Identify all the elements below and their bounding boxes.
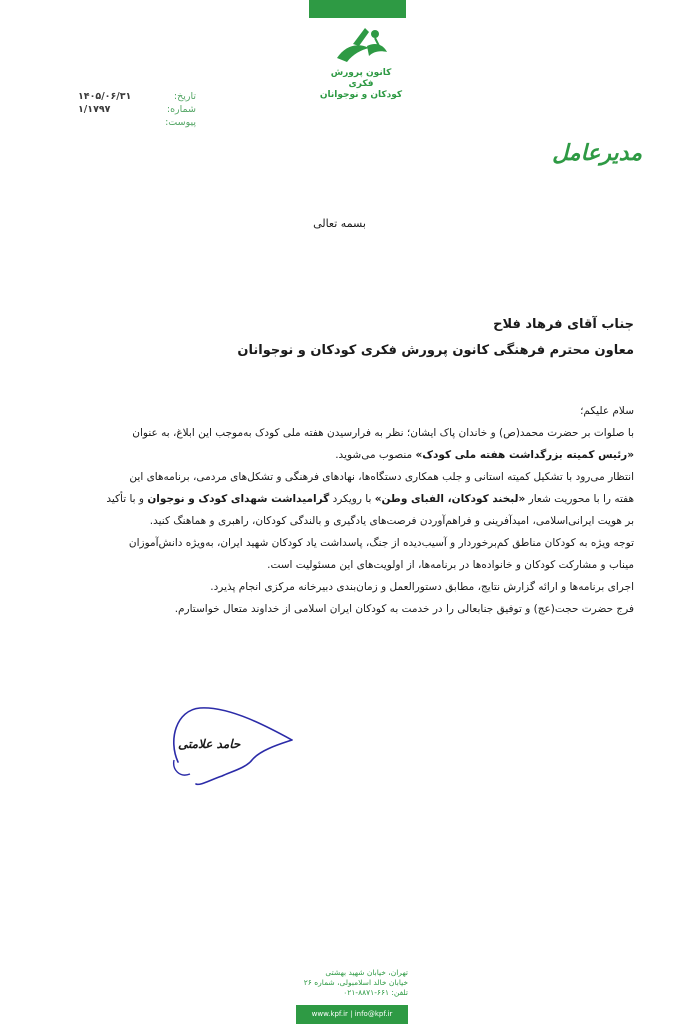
org-name-line2: کودکان و نوجوانان xyxy=(319,90,403,100)
slogan: «لبخند کودکان، الفبای وطن» xyxy=(374,493,526,505)
recipient-name: جناب آقای فرهاد فلاح xyxy=(493,317,634,332)
number-value: ۱/۱۷۹۷ xyxy=(78,104,111,115)
logo-emblem-icon xyxy=(331,24,391,68)
body-line: انتظار می‌رود با تشکیل کمیته استانی و جلب همکاری دستگاه‌ها، نهادهای فرهنگی و تشکل‌های مردمی، برنامه‌های این xyxy=(129,471,634,483)
greeting: سلام علیکم؛ xyxy=(580,405,634,417)
recipient-title: معاون محترم فرهنگی کانون پرورش فکری کودکان و نوجوانان xyxy=(237,343,634,358)
date-row xyxy=(78,90,196,103)
date-label: تاریخ: xyxy=(173,91,196,102)
committee-title: «رئیس کمیته بزرگداشت هفته ملی کودک» xyxy=(415,449,634,461)
signature-name: حامد علامتی xyxy=(178,737,241,751)
number-label: شماره: xyxy=(166,104,196,115)
body-line: «رئیس کمیته بزرگداشت هفته ملی کودک» منصوب می‌شوید. xyxy=(335,449,634,461)
body-line: بر هویت ایرانی‌اسلامی، امیدآفرینی و فراهم‌آوردن فرصت‌های یادگیری و بالندگی کودکان، راهبری و هماهنگ کنید. xyxy=(149,515,634,527)
body-line: با صلوات بر حضرت محمد(ص) و خاندان پاک ایشان؛ نظر به فرارسیدن هفته ملی کودک به‌موجب این ابلاغ، به عنوان xyxy=(132,427,634,439)
body-line: توجه ویژه به کودکان مناطق کم‌برخوردار و آسیب‌دیده از جنگ، پاسداشت یاد کودکان شهید ایران، به‌ویژه دانش‌آموزان xyxy=(128,537,634,549)
body-line: هفته را با محوریت شعار «لبخند کودکان، الفبای وطن» با رویکرد گرامیداشت شهدای کودک و نوجوان و با تأکید xyxy=(106,493,634,505)
body-line: فرج حضرت حجت(عج) و توفیق جنابعالی را در خدمت به کودکان ایران اسلامی از خداوند متعال خواستارم. xyxy=(174,603,634,615)
approach: گرامیداشت شهدای کودک و نوجوان xyxy=(147,493,330,505)
address-line1: تهران، خیابان شهید بهشتی xyxy=(325,968,408,977)
letter-body xyxy=(34,400,634,620)
org-name-line1: کانون پرورش فکری xyxy=(330,68,392,89)
number-row xyxy=(78,103,196,116)
attachment-row xyxy=(78,116,196,129)
date-value: ۱۴۰۵/۰۶/۳۱ xyxy=(78,91,132,102)
letter-meta xyxy=(78,90,196,129)
header-green-bar xyxy=(309,0,406,18)
recipient-block xyxy=(237,312,634,364)
footer-address xyxy=(296,968,408,998)
attachment-label: پیوست: xyxy=(165,117,196,128)
basmala: بسمه تعالی xyxy=(313,217,366,230)
org-logo xyxy=(318,24,404,104)
footer-web-bar: www.kpf.ir | info@kpf.ir xyxy=(296,1005,408,1024)
body-line: اجرای برنامه‌ها و ارائه گزارش نتایج، مطابق دستورالعمل و زمان‌بندی دبیرخانه مرکزی انجام پذیرد. xyxy=(210,581,634,593)
body-line: میناب و مشارکت کودکان و خانواده‌ها در برنامه‌ها، از اولویت‌های این مسئولیت است. xyxy=(267,559,634,571)
phone: تلفن: ۶۶۱-۸۸۷۱-۰۲۱ xyxy=(343,988,408,997)
office-title: مدیرعامل xyxy=(552,140,642,166)
address-line2: خیابان خالد اسلامبولی، شماره ۲۶ xyxy=(303,978,408,987)
